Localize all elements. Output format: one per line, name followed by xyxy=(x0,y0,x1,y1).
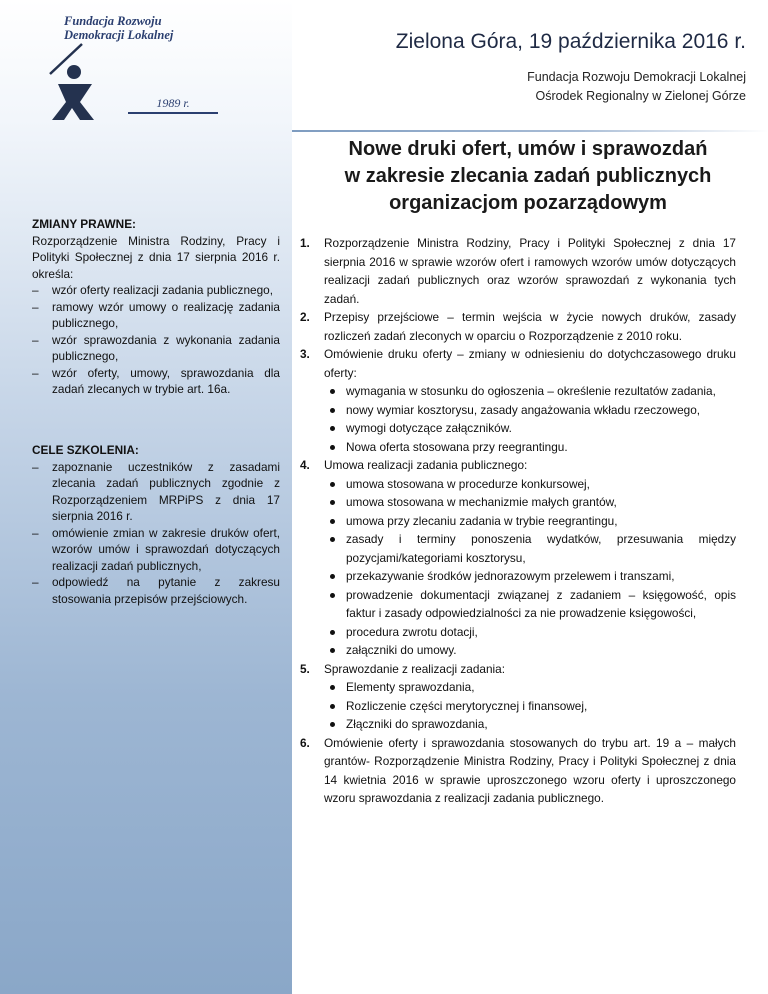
title-line: organizacjom pozarządowym xyxy=(389,192,667,214)
program-list xyxy=(300,234,736,808)
sub-list xyxy=(324,475,736,660)
program-item xyxy=(300,734,736,808)
sub-item: załączniki do umowy. xyxy=(324,641,736,660)
sub-item: Rozliczenie części merytorycznej i finansowej, xyxy=(324,697,736,716)
training-goals-section xyxy=(32,442,280,607)
list-item: – wzór oferty, umowy, sprawozdania dla zadań zlecanych w trybie art. 16a. xyxy=(32,365,280,398)
organizer-info xyxy=(527,68,746,106)
list-item: – wzór oferty realizacji zadania publicznego, xyxy=(32,282,280,299)
list-item: – wzór sprawozdania z wykonania zadania publicznego, xyxy=(32,332,280,365)
sub-item: umowa stosowana w procedurze konkursowej, xyxy=(324,475,736,494)
sub-item: wymagania w stosunku do ogłoszenia – określenie rezultatów zadania, xyxy=(324,382,736,401)
item-number: 1. xyxy=(300,236,310,250)
list-item: – odpowiedź na pytanie z zakresu stosowania przepisów przejściowych. xyxy=(32,574,280,607)
section-heading: CELE SZKOLENIA: xyxy=(32,443,139,457)
logo-year: 1989 r. xyxy=(128,96,218,114)
item-number: 4. xyxy=(300,458,310,472)
page-title xyxy=(306,136,750,217)
item-text: Sprawozdanie z realizacji zadania: xyxy=(324,661,505,676)
organization-logo xyxy=(40,14,200,118)
training-goals-list xyxy=(32,459,280,608)
program-item xyxy=(300,660,736,734)
logo-figure-icon xyxy=(46,40,106,126)
item-text: Umowa realizacji zadania publicznego: xyxy=(324,458,528,472)
program-item xyxy=(300,234,736,308)
header-divider xyxy=(292,130,768,132)
sub-item: procedura zwrotu dotacji, xyxy=(324,623,736,642)
sub-item: prowadzenie dokumentacji związanej z zadaniem – księgowość, opis faktur i zasady odpowiedzialności za nie prowadzenie księgowości, xyxy=(324,586,736,623)
sub-item: przekazywanie środków jednorazowym przelewem i transzami, xyxy=(324,567,736,586)
place-date: Zielona Góra, 19 października 2016 r. xyxy=(395,30,746,53)
item-number: 3. xyxy=(300,347,310,361)
item-text: Przepisy przejściowe – termin wejścia w życie nowych druków, zasady rozliczeń zadań zleconych w oparciu o Rozporządzenie z 2010 roku. xyxy=(324,310,736,343)
program-item xyxy=(300,456,736,660)
list-item: – omówienie zmian w zakresie druków ofert, wzorów umów i sprawozdań dotyczących realizacji zadań publicznych, xyxy=(32,525,280,575)
program-section xyxy=(300,234,736,808)
sub-item: umowa stosowana w mechanizmie małych grantów, xyxy=(324,493,736,512)
list-item: – zapoznanie uczestników z zasadami zlecania zadań publicznych zgodnie z Rozporządzeniem MRPiPS z dnia 17 sierpnia 2016 r. xyxy=(32,459,280,525)
legal-changes-list xyxy=(32,282,280,398)
sub-item: zasady i terminy ponoszenia wydatków, przesuwania między pozycjami/kategoriami kosztorysu, xyxy=(324,530,736,567)
sub-item: umowa przy zlecaniu zadania w trybie reegrantingu, xyxy=(324,512,736,531)
list-item: – ramowy wzór umowy o realizację zadania publicznego, xyxy=(32,299,280,332)
program-item xyxy=(300,345,736,456)
item-number: 6. xyxy=(300,735,310,750)
item-text: Rozporządzenie Ministra Rodziny, Pracy i Polityki Społecznej z dnia 17 sierpnia 2016 w sprawie wzorów ofert i ramowych wzorów umów dotyczących realizacji zadań publicznych oraz wzorów sprawozdań z wykonania tych zadań. xyxy=(324,236,736,306)
section-heading: ZMIANY PRAWNE: xyxy=(32,217,136,231)
organizer-name: Fundacja Rozwoju Demokracji Lokalnej xyxy=(527,70,746,84)
sub-item: Nowa oferta stosowana przy reegrantingu. xyxy=(324,438,736,457)
organizer-branch: Ośrodek Regionalny w Zielonej Górze xyxy=(535,89,746,103)
item-text: Omówienie druku oferty – zmiany w odniesieniu do dotychczasowego druku oferty: xyxy=(324,347,736,380)
sub-list xyxy=(324,678,736,734)
program-item xyxy=(300,308,736,345)
legal-changes-section xyxy=(32,216,280,398)
section-intro: Rozporządzenie Ministra Rodziny, Pracy i Polityki Społecznej z dnia 17 sierpnia 2016 r. określa: xyxy=(32,233,280,281)
logo-name-line1: Fundacja Rozwoju xyxy=(64,14,162,28)
title-line: Nowe druki ofert, umów i sprawozdań xyxy=(348,138,708,160)
item-number: 5. xyxy=(300,661,310,676)
item-number: 2. xyxy=(300,310,310,324)
sub-item: Złączniki do sprawozdania, xyxy=(324,715,736,734)
sub-item: Elementy sprawozdania, xyxy=(324,678,736,697)
sub-item: wymogi dotyczące załączników. xyxy=(324,419,736,438)
logo-name xyxy=(64,14,224,42)
sub-item: nowy wymiar kosztorysu, zasady angażowania wkładu rzeczowego, xyxy=(324,401,736,420)
title-line: w zakresie zlecania zadań publicznych xyxy=(344,165,712,187)
item-text: Omówienie oferty i sprawozdania stosowanych do trybu art. 19 a – małych grantów- Rozporządzenie Ministra Rodziny, Pracy i Polityki Społecznej z dnia 14 kwietnia 2016 w sprawie uproszczonego wzoru oferty i uproszczonego wzoru sprawozdania z realizacji zadania publicznego. xyxy=(324,735,736,805)
logo-name-line2: Demokracji Lokalnej xyxy=(64,28,174,42)
sub-list xyxy=(324,382,736,456)
